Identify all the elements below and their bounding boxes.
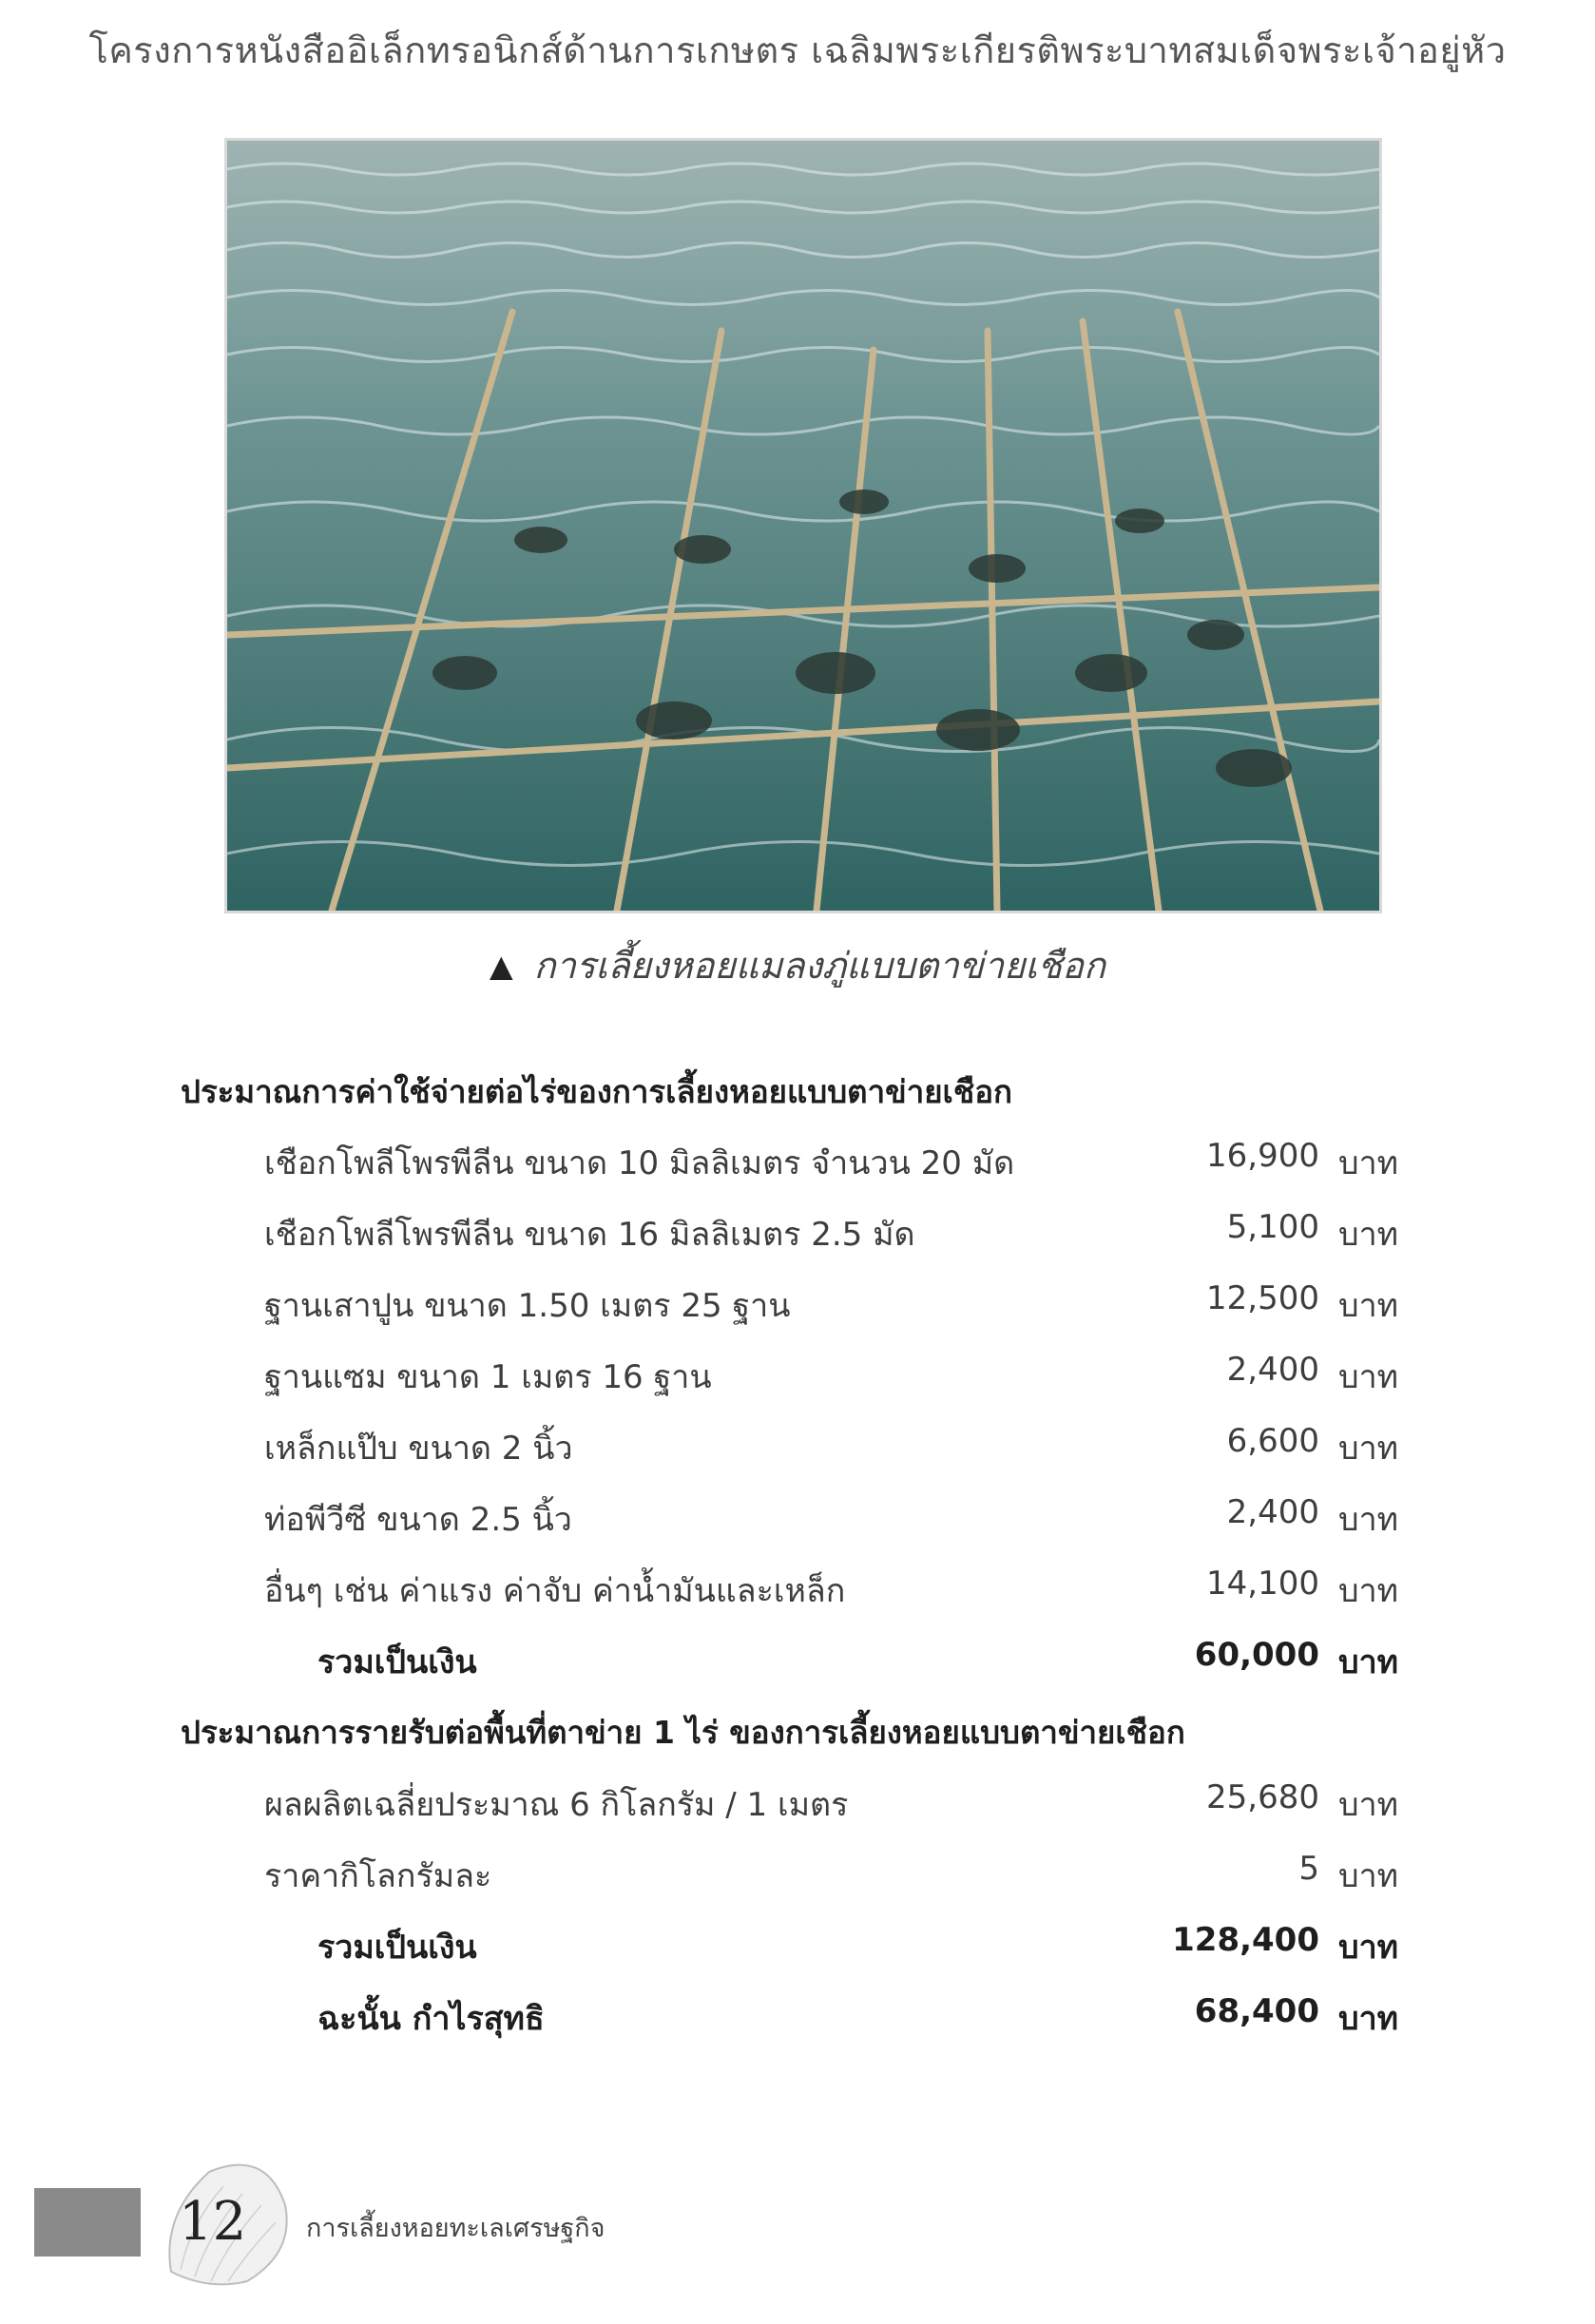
cost-amount: 2,400 <box>1226 1351 1319 1389</box>
cost-amount: 12,500 <box>1206 1279 1319 1317</box>
page-header: โครงการหนังสืออิเล็กทรอนิกส์ด้านการเกษตร เฉลิมพระเกียรติพระบาทสมเด็จพระเจ้าอยู่หัว <box>88 29 1507 71</box>
mussel-farm-photo <box>224 138 1382 913</box>
cost-label: ฐานแซม ขนาด 1 เมตร 16 ฐาน <box>264 1358 712 1396</box>
cost-label: เชือกโพลีโพรพีลีน ขนาด 10 มิลลิเมตร จำนวน 20 มัด <box>264 1144 1015 1182</box>
cost-total-label: รวมเป็นเงิน <box>317 1643 477 1681</box>
income-total-row <box>317 1921 1405 1974</box>
cost-row <box>264 1565 1405 1618</box>
income-heading: ประมาณการรายรับต่อพื้นที่ตาข่าย 1 ไร่ ของการเลี้ยงหอยแบบตาข่ายเชือก <box>181 1714 1185 1751</box>
income-label: ราคากิโลกรัมละ <box>264 1857 492 1895</box>
cost-label: อื่นๆ เช่น ค่าแรง ค่าจับ ค่าน้ำมันและเหล็ก <box>264 1572 846 1610</box>
income-total-amount: 128,400 <box>1172 1921 1319 1959</box>
figure-caption <box>0 936 1595 994</box>
triangle-marker-icon: ▲ <box>490 948 513 984</box>
caption-text: การเลี้ยงหอยแมลงภู่แบบตาข่ายเชือก <box>533 945 1105 987</box>
mussel-farm-illustration <box>227 141 1379 911</box>
cost-total-row <box>317 1636 1405 1689</box>
income-total-unit: บาท <box>1338 1929 1399 1967</box>
cost-label: เหล็กแป๊บ ขนาด 2 นิ้ว <box>264 1430 573 1468</box>
cost-unit: บาท <box>1338 1430 1399 1468</box>
net-profit-amount: 68,400 <box>1194 1992 1319 2030</box>
cost-unit: บาท <box>1338 1216 1399 1254</box>
net-profit-label: ฉะนั้น กำไรสุทธิ <box>317 2000 545 2038</box>
cost-total-unit: บาท <box>1338 1643 1399 1681</box>
income-amount: 5 <box>1298 1850 1319 1888</box>
income-row <box>264 1850 1405 1903</box>
income-total-label: รวมเป็นเงิน <box>317 1929 477 1967</box>
income-row <box>264 1778 1405 1832</box>
income-unit: บาท <box>1338 1786 1399 1824</box>
cost-amount: 5,100 <box>1226 1208 1319 1246</box>
book-title: การเลี้ยงหอยทะเลเศรษฐกิจ <box>306 2214 605 2243</box>
income-unit: บาท <box>1338 1857 1399 1895</box>
income-label: ผลผลิตเฉลี่ยประมาณ 6 กิโลกรัม / 1 เมตร <box>264 1786 849 1824</box>
cost-amount: 16,900 <box>1206 1137 1319 1175</box>
cost-row <box>264 1137 1405 1190</box>
page-number: 12 <box>179 2191 247 2253</box>
cost-row <box>264 1351 1405 1404</box>
cost-label: ท่อพีวีซี ขนาด 2.5 นิ้ว <box>264 1501 572 1539</box>
costs-heading: ประมาณการค่าใช้จ่ายต่อไร่ของการเลี้ยงหอยแบบตาข่ายเชือก <box>181 1073 1013 1110</box>
cost-amount: 14,100 <box>1206 1565 1319 1603</box>
cost-row <box>264 1279 1405 1333</box>
cost-row <box>264 1422 1405 1475</box>
cost-label: ฐานเสาปูน ขนาด 1.50 เมตร 25 ฐาน <box>264 1287 791 1325</box>
cost-total-amount: 60,000 <box>1194 1636 1319 1674</box>
cost-row <box>264 1493 1405 1546</box>
net-profit-row <box>317 1992 1405 2046</box>
income-amount: 25,680 <box>1206 1778 1319 1816</box>
cost-unit: บาท <box>1338 1358 1399 1396</box>
cost-row <box>264 1208 1405 1261</box>
cost-amount: 6,600 <box>1226 1422 1319 1460</box>
net-profit-unit: บาท <box>1338 2000 1399 2038</box>
footer-tab-block <box>34 2188 141 2257</box>
cost-unit: บาท <box>1338 1287 1399 1325</box>
cost-unit: บาท <box>1338 1144 1399 1182</box>
cost-unit: บาท <box>1338 1501 1399 1539</box>
cost-label: เชือกโพลีโพรพีลีน ขนาด 16 มิลลิเมตร 2.5 มัด <box>264 1216 915 1254</box>
cost-unit: บาท <box>1338 1572 1399 1610</box>
cost-amount: 2,400 <box>1226 1493 1319 1531</box>
